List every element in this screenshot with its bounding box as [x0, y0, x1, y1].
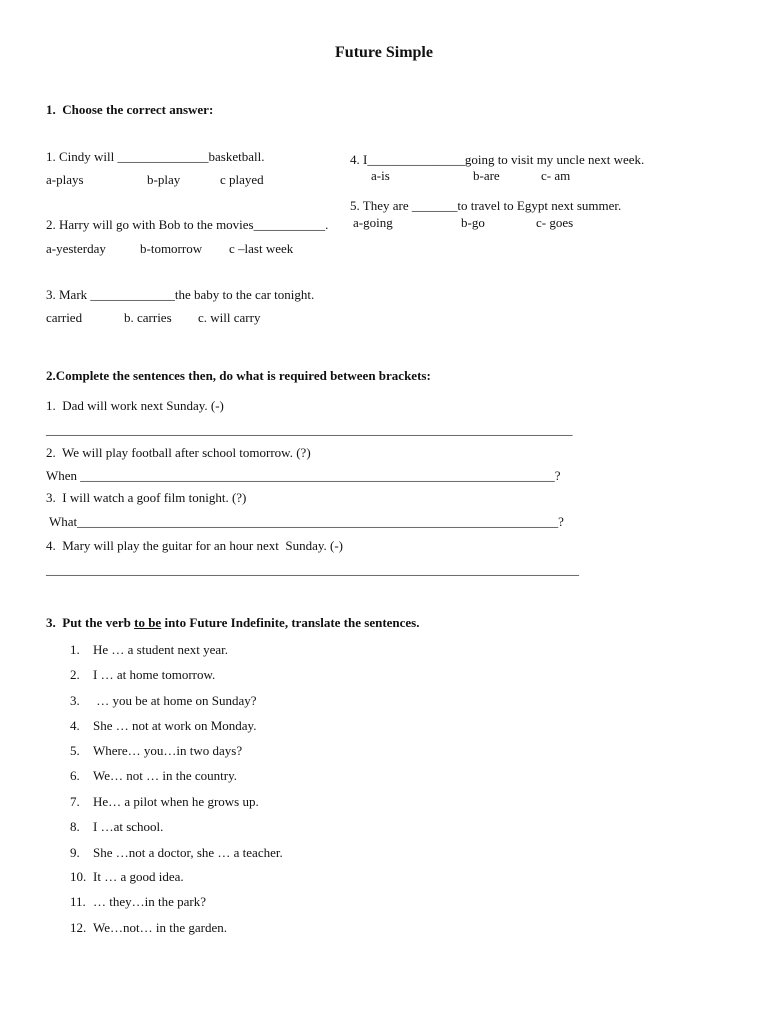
sentence-1: 1. Dad will work next Sunday. (-) [46, 398, 224, 413]
q1-option-a: a-plays [46, 172, 84, 187]
q3-option-c: c. will carry [198, 310, 261, 325]
list-item: She … not at work on Monday. [93, 718, 257, 733]
list-item: Where… you…in two days? [93, 743, 243, 758]
answer-line-1: _________________________________________________________________________________ [46, 422, 573, 437]
list-item-number: 5. [70, 743, 80, 758]
sentence-4: 4. Mary will play the guitar for an hour next Sunday. (-) [46, 538, 344, 553]
section3-heading-prefix: 3. Put the verb [46, 615, 135, 630]
list-item: … they…in the park? [93, 894, 206, 909]
sentence-3: 3. I will watch a goof film tonight. (?) [46, 490, 247, 505]
q2-option-c: c –last week [229, 241, 294, 256]
section3-heading-suffix: into Future Indefinite, translate the sentences. [161, 615, 420, 630]
list-item: We… not … in the country. [93, 768, 237, 783]
list-item: I …at school. [93, 819, 164, 834]
list-item-number: 9. [70, 845, 80, 860]
q5-option-a: a-going [353, 215, 393, 230]
page-title: Future Simple [335, 44, 433, 61]
list-item-number: 2. [70, 667, 80, 682]
q3-option-b: b. carries [124, 310, 172, 325]
section3-heading-underlined: to be [134, 615, 162, 630]
answer-line-3: What__________________________________________________________________________? [46, 514, 564, 529]
question-4: 4. I_______________going to visit my uncle next week. [350, 152, 645, 167]
question-3: 3. Mark _____________the baby to the car tonight. [46, 287, 315, 302]
list-item: He … a student next year. [93, 642, 229, 657]
section1-heading: 1. Choose the correct answer: [46, 102, 214, 117]
list-item-number: 11. [70, 894, 86, 909]
answer-line-4: __________________________________________________________________________________ [46, 562, 579, 577]
sentence-2: 2. We will play football after school tomorrow. (?) [46, 445, 311, 460]
answer-line-2: When _________________________________________________________________________? [46, 468, 561, 483]
list-item-number: 12. [70, 920, 87, 935]
list-item-number: 7. [70, 794, 80, 809]
q3-option-a: carried [46, 310, 83, 325]
list-item-number: 8. [70, 819, 80, 834]
list-item-number: 10. [70, 869, 87, 884]
list-item: He… a pilot when he grows up. [93, 794, 259, 809]
q2-option-a: a-yesterday [46, 241, 106, 256]
list-item: I … at home tomorrow. [93, 667, 216, 682]
question-5: 5. They are _______to travel to Egypt next summer. [350, 198, 622, 213]
list-item: We…not… in the garden. [93, 920, 227, 935]
list-item-number: 3. [70, 693, 80, 708]
q4-option-c: c- am [541, 168, 571, 183]
question-2: 2. Harry will go with Bob to the movies___________. [46, 217, 329, 232]
list-item: She …not a doctor, she … a teacher. [93, 845, 283, 860]
q5-option-c: c- goes [536, 215, 574, 230]
q1-option-c: c played [220, 172, 264, 187]
list-item-number: 6. [70, 768, 80, 783]
q1-option-b: b-play [147, 172, 181, 187]
list-item-number: 4. [70, 718, 80, 733]
q5-option-b: b-go [461, 215, 485, 230]
q4-option-a: a-is [371, 168, 390, 183]
section2-heading: 2.Complete the sentences then, do what is required between brackets: [46, 368, 431, 383]
question-1: 1. Cindy will ______________basketball. [46, 149, 265, 164]
list-item: … you be at home on Sunday? [93, 693, 257, 708]
list-item: It … a good idea. [93, 869, 184, 884]
list-item-number: 1. [70, 642, 80, 657]
q2-option-b: b-tomorrow [140, 241, 203, 256]
section3-heading [46, 615, 420, 631]
q4-option-b: b-are [473, 168, 500, 183]
